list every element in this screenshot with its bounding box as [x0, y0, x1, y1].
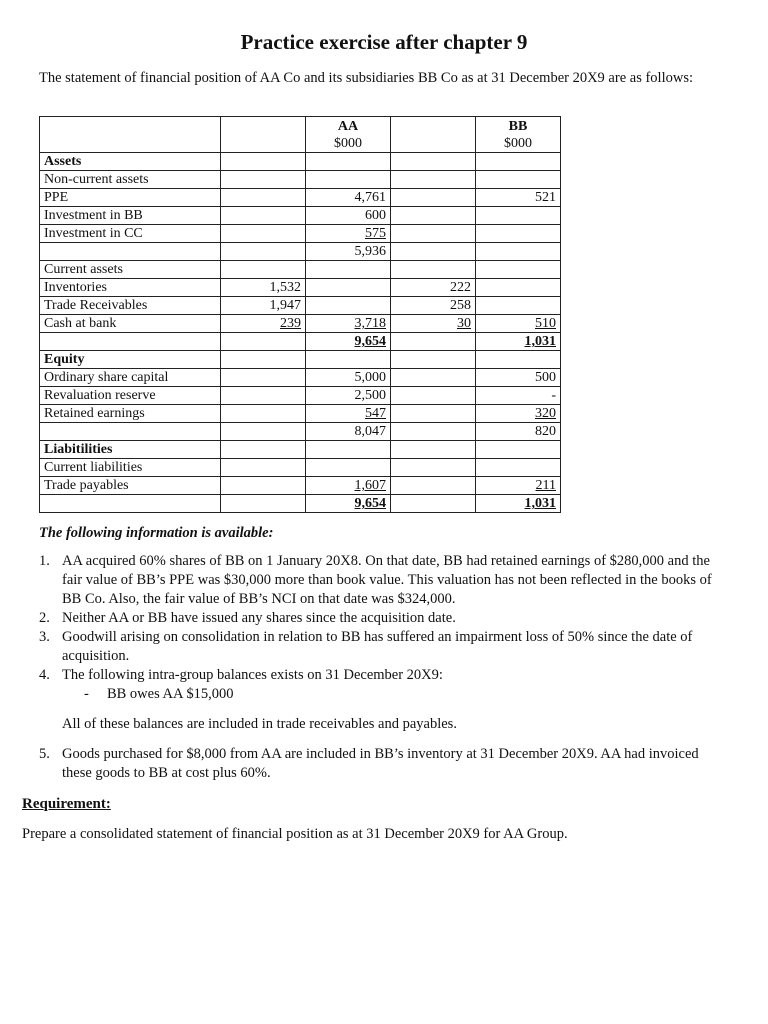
cell-value: 510 [535, 316, 556, 331]
cell-value: 1,607 [354, 478, 386, 493]
table-row [40, 495, 561, 513]
row-label: Current liabilities [44, 460, 143, 475]
table-row [40, 297, 561, 315]
bb-column-header: BB [508, 118, 528, 134]
cell-value: 500 [535, 370, 556, 385]
row-label: Investment in BB [44, 208, 143, 223]
bb-unit-label: $000 [504, 135, 532, 151]
cell-value: 239 [280, 316, 301, 331]
cell-value: 4,761 [354, 190, 386, 205]
row-label: Non-current assets [44, 172, 149, 187]
page-title: Practice exercise after chapter 9 [240, 30, 528, 54]
cell-value: 1,532 [269, 280, 301, 295]
table-row [40, 459, 561, 477]
table-row [40, 351, 561, 369]
cell-value: 1,031 [524, 496, 556, 511]
table-row [40, 189, 561, 207]
intro-paragraph: The statement of financial position of AA Co and its subsidiaries BB Co as at 31 December 20X9 are as follows: [39, 70, 693, 86]
cell-value: 521 [535, 190, 556, 205]
info-item-4-note: All of these balances are included in trade receivables and payables. [62, 716, 457, 732]
cell-value: 9,654 [354, 496, 386, 511]
cell-value: 2,500 [354, 388, 386, 403]
table-header-row [40, 117, 561, 153]
table-row [40, 207, 561, 225]
financial-position-table [39, 116, 561, 513]
requirement-text: Prepare a consolidated statement of financial position as at 31 December 20X9 for AA Group. [22, 826, 568, 842]
table-row [40, 333, 561, 351]
table-row [40, 441, 561, 459]
cell-value: 5,000 [354, 370, 386, 385]
cell-value: 211 [535, 478, 556, 493]
row-label: Ordinary share capital [44, 370, 169, 385]
row-label: Retained earnings [44, 406, 145, 421]
row-label: Inventories [44, 280, 107, 295]
table-row [40, 477, 561, 495]
cell-value: 222 [450, 280, 471, 295]
table-row [40, 387, 561, 405]
table-row [40, 423, 561, 441]
row-label: Revaluation reserve [44, 388, 156, 403]
cell-value: 575 [365, 226, 386, 241]
table-row [40, 315, 561, 333]
cell-value: 3,718 [354, 316, 386, 331]
row-label: Trade Receivables [44, 298, 148, 313]
row-label: Current assets [44, 262, 123, 277]
table-row [40, 171, 561, 189]
aa-unit-label: $000 [334, 135, 362, 151]
row-label: Trade payables [44, 478, 129, 493]
row-label: Cash at bank [44, 316, 117, 331]
aa-column-header: AA [337, 118, 359, 134]
info-list [39, 552, 729, 783]
cell-value: 1,031 [524, 334, 556, 349]
requirement-heading: Requirement: [22, 796, 111, 812]
cell-value: 820 [535, 424, 556, 439]
cell-value: 320 [535, 406, 556, 421]
cell-value: 8,047 [354, 424, 386, 439]
row-label: Liabitilities [44, 442, 113, 457]
row-label: PPE [44, 190, 69, 205]
table-row [40, 225, 561, 243]
cell-value: 5,936 [354, 244, 386, 259]
cell-value: 600 [365, 208, 386, 223]
table-row [40, 153, 561, 171]
row-label: Equity [44, 352, 85, 367]
table-row [40, 261, 561, 279]
cell-value: - [551, 388, 556, 403]
cell-value: 9,654 [354, 334, 386, 349]
table-row [40, 369, 561, 387]
cell-value: 1,947 [269, 298, 301, 313]
info-heading: The following information is available: [39, 525, 274, 541]
cell-value: 547 [365, 406, 386, 421]
table-row [40, 405, 561, 423]
table-row [40, 279, 561, 297]
row-label: Assets [44, 154, 82, 169]
info-item-1: 1. AA acquired 60% shares of BB on 1 January 20X8. On that date, BB had retained earnings of $280,000 and the fair value of BB’s PPE was $30,000 more than book value. This valuation has not been reflected in the books of BB Co. Also, the fair value of BB’s NCI on that date was $324,000. [39, 553, 712, 607]
row-label: Investment in CC [44, 226, 143, 241]
cell-value: 258 [450, 298, 471, 313]
info-item-5: 5. Goods purchased for $8,000 from AA are included in BB’s inventory at 31 December 20X9. AA had invoiced these goods to BB at cost plus 60%. [39, 746, 699, 781]
table-row [40, 243, 561, 261]
info-item-4-sub: - BB owes AA $15,000 [84, 686, 234, 702]
cell-value: 30 [457, 316, 471, 331]
info-item-2: 2. Neither AA or BB have issued any shares since the acquisition date. [39, 610, 456, 626]
info-item-4: 4. The following intra-group balances exists on 31 December 20X9: - BB owes AA $15,000 All of these balances are included in trade receivables and payables. [39, 666, 729, 734]
info-item-3: 3. Goodwill arising on consolidation in relation to BB has suffered an impairment loss of 50% since the date of acquisition. [39, 629, 693, 664]
